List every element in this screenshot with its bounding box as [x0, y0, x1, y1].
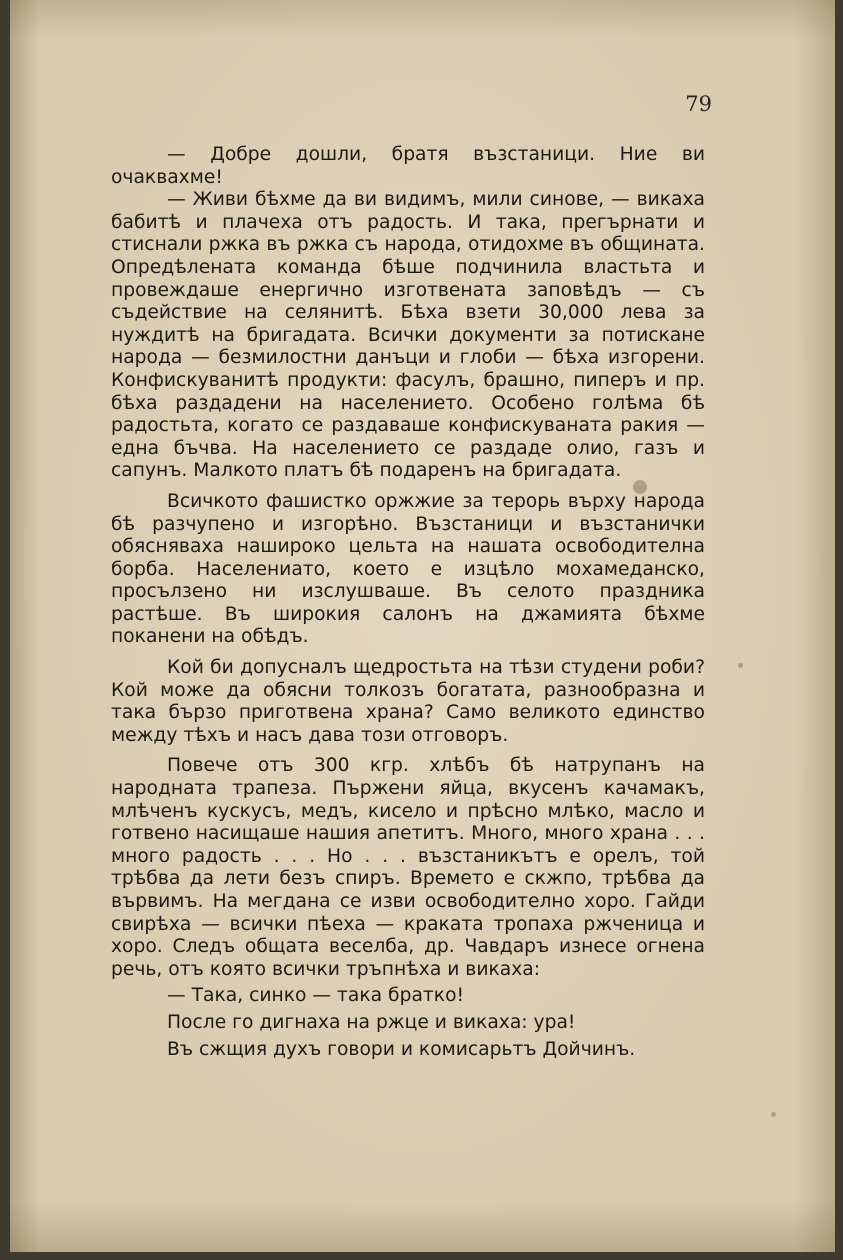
paragraph-greeting: — Добре дошли, братя възстаници. Ние ви очаквахме! [111, 144, 705, 188]
paragraph-hurrah: После го дигнаха на ржце и викаха: ура! [167, 1011, 576, 1033]
paragraph-feast: Повече отъ 300 кгр. хлѣбъ бѣ натрупанъ на народната трапеза. Пържени яйца, вкусенъ качамакъ, млѣченъ кускусъ, медъ, кисело и прѣсно млѣко, масло и готвено насищаше нашия апетитъ. Много, много храна . . . много радость . . . Но . . . възстаникътъ е орелъ, той трѣбва да лети безъ спиръ. Времето е скжпо, трѣбва да вървимъ. На мегдана се изви освободително хоро. Гайди свирѣха — всички пѣеха — краката тропаха ржченица и хоро. Следъ общата веселба, др. Чавдаръ изнесе огнена речь, отъ която всички тръпнѣха и викаха: [111, 755, 705, 980]
body-text [111, 144, 705, 1061]
paragraph-generosity: Кой би допусналъ щедростьта на тѣзи студени роби? Кой може да обясни толкозъ богатата, разнообразна и така бързо приготвена храна? Само великото единство между тѣхъ и насъ дава този отговоръ. [111, 657, 705, 746]
paragraph-commissar: Въ сжщия духъ говори и комисарьтъ Дойчинъ. [167, 1038, 636, 1060]
paper-stain [633, 480, 647, 494]
paragraph-weapons: Всичкото фашистко оржжие за терорь върху народа бѣ разчупено и изгорѣно. Възстаници и възстанички обясняваха нашироко цельта на нашата освободителна борба. Населениато, което е изцѣло мохамеданско, просълзено ни изслушваше. Въ селото праздника растѣше. Въ широкия салонъ на джамията бѣхме поканени на обѣдъ. [111, 490, 705, 648]
book-page [10, 0, 835, 1252]
page-number: 79 [685, 92, 712, 116]
paper-stain [738, 663, 743, 668]
paragraph-cheer: — Така, синко — така братко! [167, 985, 464, 1007]
paragraph-welcome: — Живи бѣхме да ви видимъ, мили синове, — викаха бабитѣ и плачеха отъ радость. И така, прегърнати и стиснали ржка въ ржка съ народа, отидохме въ общината. Опредѣлената команда бѣше подчинила властьта и провеждаше енергично изготвената заповѣдъ — съ съдействие на селянитѣ. Бѣха взети 30,000 лева за нуждитѣ на бригадата. Всички документи за потискане народа — безмилостни данъци и глоби — бѣха изгорени. Конфискуванитѣ продукти: фасулъ, брашно, пиперъ и пр. бѣха раздадени на населението. Особено голѣма бѣ радостьта, когато се раздаваше конфискуваната ракия — една бъчва. На населението се раздаде олио, газъ и сапунъ. Малкото платъ бѣ подаренъ на бригадата. [111, 189, 705, 482]
paper-stain [771, 1112, 776, 1117]
